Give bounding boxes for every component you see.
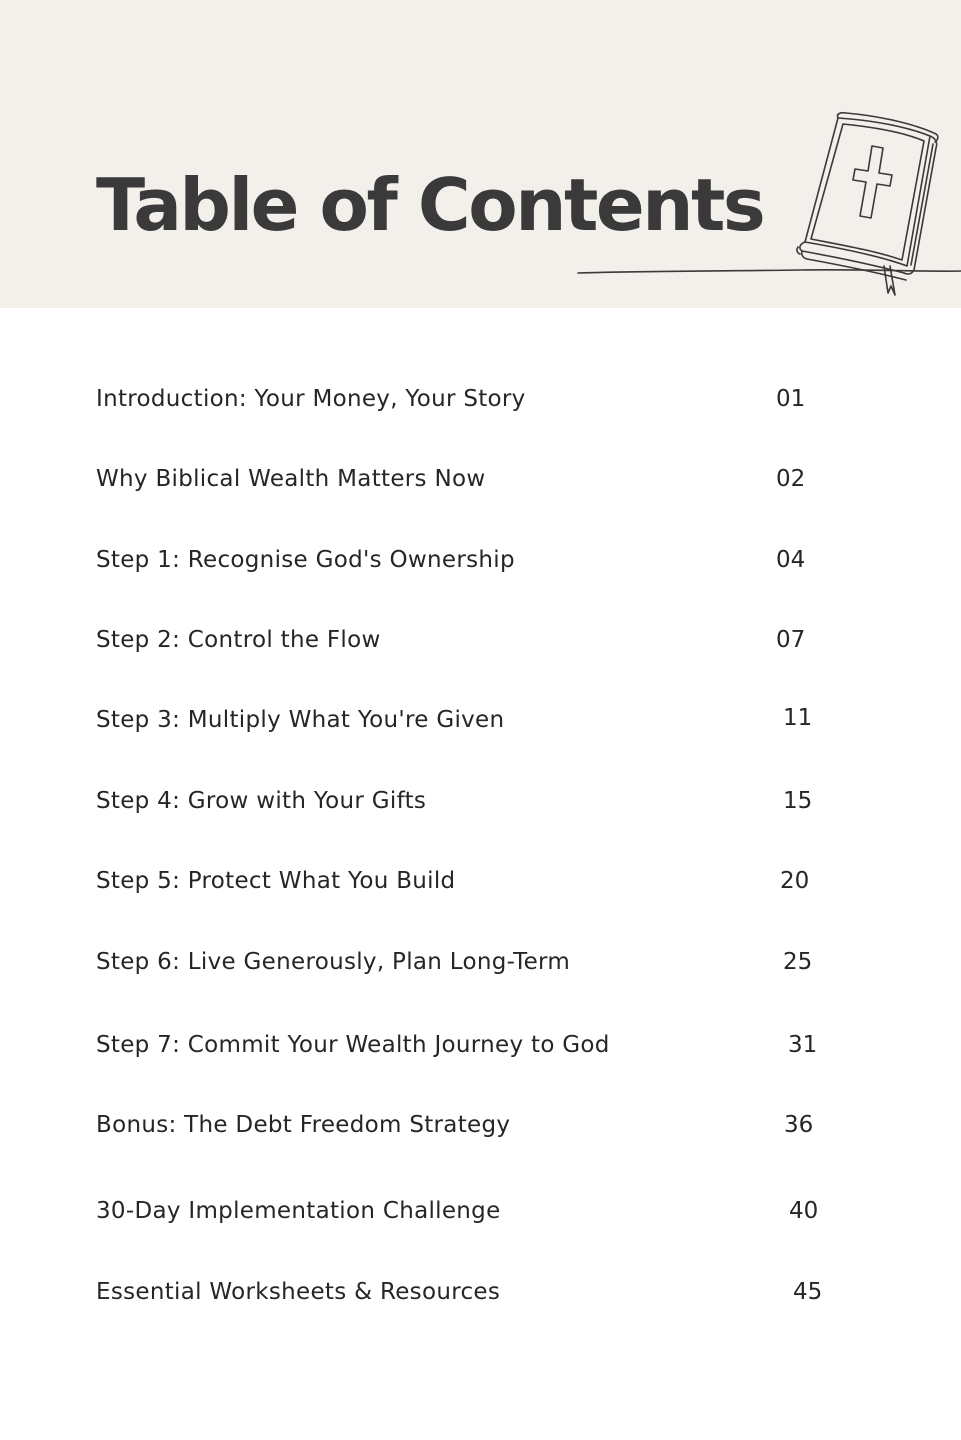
toc-entry-label: Introduction: Your Money, Your Story (96, 386, 526, 412)
toc-entry-page: 07 (776, 627, 806, 653)
toc-entry-page: 15 (783, 788, 813, 814)
toc-entry[interactable] (96, 1194, 856, 1228)
toc-entry-label: Bonus: The Debt Freedom Strategy (96, 1112, 511, 1138)
toc-entry-label: Step 2: Control the Flow (96, 627, 381, 653)
toc-entry-page: 01 (776, 386, 806, 412)
toc-entry[interactable] (96, 1108, 856, 1142)
toc-entry-label: Step 4: Grow with Your Gifts (96, 788, 427, 814)
toc-entry-page: 20 (780, 868, 810, 894)
toc-entry-label: Step 3: Multiply What You're Given (96, 707, 505, 733)
toc-entry[interactable] (96, 543, 856, 577)
toc-entry-page: 25 (783, 949, 813, 975)
toc-entry[interactable] (96, 623, 856, 657)
toc-entry-page: 04 (776, 547, 806, 573)
toc-entry-page: 45 (793, 1279, 823, 1305)
toc-entry[interactable] (96, 784, 856, 818)
toc-entry[interactable] (96, 1028, 856, 1062)
toc-entry[interactable] (96, 1275, 856, 1309)
toc-entry-label: Step 6: Live Generously, Plan Long-Term (96, 949, 571, 975)
toc-entry-label: Why Biblical Wealth Matters Now (96, 466, 486, 492)
toc-entry-page: 02 (776, 466, 806, 492)
toc-entry[interactable] (96, 703, 856, 737)
toc-entry[interactable] (96, 462, 856, 496)
toc-entry-page: 11 (783, 705, 813, 731)
toc-entry[interactable] (96, 864, 856, 898)
toc-entry-page: 36 (784, 1112, 814, 1138)
toc-entry-page: 31 (788, 1032, 818, 1058)
page-title: Table of Contents (96, 163, 764, 247)
toc-entry[interactable] (96, 945, 856, 979)
toc-entry-label: Step 5: Protect What You Build (96, 868, 456, 894)
toc-entry[interactable] (96, 382, 856, 416)
toc-entry-page: 40 (789, 1198, 819, 1224)
toc-entry-label: Step 7: Commit Your Wealth Journey to God (96, 1032, 610, 1058)
toc-entry-label: 30-Day Implementation Challenge (96, 1198, 501, 1224)
toc-entry-label: Step 1: Recognise God's Ownership (96, 547, 515, 573)
toc-entry-label: Essential Worksheets & Resources (96, 1279, 501, 1305)
